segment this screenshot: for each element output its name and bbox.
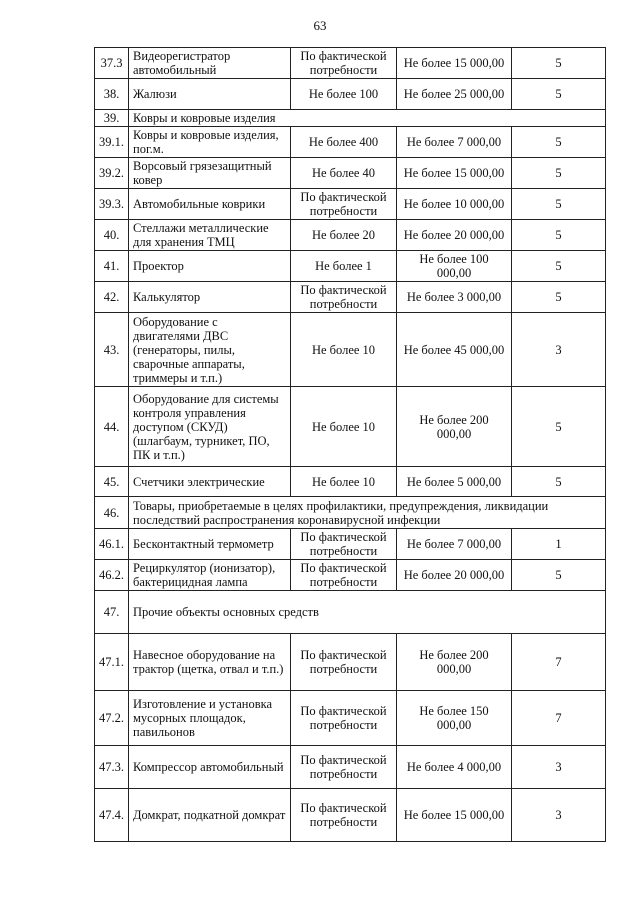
item-price: Не более 45 000,00 xyxy=(397,313,512,387)
item-price: Не более 4 000,00 xyxy=(397,746,512,789)
item-quantity: Не более 10 xyxy=(291,467,397,497)
item-quantity: По фактической потребности xyxy=(291,789,397,842)
item-price: Не более 25 000,00 xyxy=(397,79,512,110)
table-body xyxy=(95,48,606,842)
item-price: Не более 100 000,00 xyxy=(397,251,512,282)
specification-table xyxy=(94,47,606,842)
table-row xyxy=(95,79,606,110)
item-service-life: 1 xyxy=(512,529,606,560)
item-service-life: 5 xyxy=(512,467,606,497)
item-quantity: Не более 40 xyxy=(291,158,397,189)
section-title: Ковры и ковровые изделия xyxy=(129,110,606,127)
item-name: Компрессор автомобильный xyxy=(129,746,291,789)
item-name: Рециркулятор (ионизатор), бактерицидная лампа xyxy=(129,560,291,591)
item-price: Не более 150 000,00 xyxy=(397,691,512,746)
item-price: Не более 20 000,00 xyxy=(397,220,512,251)
item-service-life: 5 xyxy=(512,158,606,189)
table-row xyxy=(95,529,606,560)
table-row xyxy=(95,127,606,158)
table-row xyxy=(95,691,606,746)
section-row xyxy=(95,497,606,529)
row-number: 47.2. xyxy=(95,691,129,746)
table-row xyxy=(95,634,606,691)
row-number: 39.3. xyxy=(95,189,129,220)
row-number: 42. xyxy=(95,282,129,313)
item-price: Не более 200 000,00 xyxy=(397,387,512,467)
item-name: Жалюзи xyxy=(129,79,291,110)
item-price: Не более 7 000,00 xyxy=(397,529,512,560)
row-number: 46.1. xyxy=(95,529,129,560)
item-quantity: Не более 20 xyxy=(291,220,397,251)
item-quantity: По фактической потребности xyxy=(291,746,397,789)
table-row xyxy=(95,189,606,220)
item-name: Автомобильные коврики xyxy=(129,189,291,220)
table-row xyxy=(95,560,606,591)
item-name: Навесное оборудование на трактор (щетка, отвал и т.п.) xyxy=(129,634,291,691)
table-row xyxy=(95,746,606,789)
item-quantity: Не более 1 xyxy=(291,251,397,282)
item-name: Оборудование с двигателями ДВС (генераторы, пилы, сварочные аппараты, триммеры и т.п.) xyxy=(129,313,291,387)
section-title: Прочие объекты основных средств xyxy=(129,591,606,634)
item-name: Проектор xyxy=(129,251,291,282)
table-row xyxy=(95,251,606,282)
item-service-life: 5 xyxy=(512,282,606,313)
row-number: 39. xyxy=(95,110,129,127)
item-quantity: Не более 400 xyxy=(291,127,397,158)
row-number: 39.2. xyxy=(95,158,129,189)
item-quantity: Не более 100 xyxy=(291,79,397,110)
item-service-life: 5 xyxy=(512,189,606,220)
item-quantity: По фактической потребности xyxy=(291,634,397,691)
item-service-life: 7 xyxy=(512,634,606,691)
item-service-life: 5 xyxy=(512,560,606,591)
row-number: 46. xyxy=(95,497,129,529)
table-row xyxy=(95,387,606,467)
item-name: Изготовление и установка мусорных площадок, павильонов xyxy=(129,691,291,746)
item-service-life: 3 xyxy=(512,746,606,789)
row-number: 44. xyxy=(95,387,129,467)
table-row xyxy=(95,313,606,387)
item-price: Не более 7 000,00 xyxy=(397,127,512,158)
item-price: Не более 15 000,00 xyxy=(397,158,512,189)
item-service-life: 3 xyxy=(512,313,606,387)
item-quantity: Не более 10 xyxy=(291,313,397,387)
item-service-life: 5 xyxy=(512,79,606,110)
item-name: Бесконтактный термометр xyxy=(129,529,291,560)
item-service-life: 5 xyxy=(512,251,606,282)
row-number: 46.2. xyxy=(95,560,129,591)
row-number: 45. xyxy=(95,467,129,497)
item-quantity: По фактической потребности xyxy=(291,48,397,79)
table-row xyxy=(95,467,606,497)
item-quantity: Не более 10 xyxy=(291,387,397,467)
item-name: Стеллажи металлические для хранения ТМЦ xyxy=(129,220,291,251)
item-price: Не более 20 000,00 xyxy=(397,560,512,591)
item-name: Оборудование для системы контроля управления доступом (СКУД) (шлагбаум, турникет, ПО, ПК и т.п.) xyxy=(129,387,291,467)
table-row xyxy=(95,220,606,251)
table-row xyxy=(95,789,606,842)
item-service-life: 5 xyxy=(512,48,606,79)
item-service-life: 3 xyxy=(512,789,606,842)
item-service-life: 7 xyxy=(512,691,606,746)
item-name: Ворсовый грязезащитный ковер xyxy=(129,158,291,189)
section-title: Товары, приобретаемые в целях профилактики, предупреждения, ликвидации последствий распространения коронавирусной инфекции xyxy=(129,497,606,529)
row-number: 47.1. xyxy=(95,634,129,691)
row-number: 47.3. xyxy=(95,746,129,789)
row-number: 41. xyxy=(95,251,129,282)
row-number: 38. xyxy=(95,79,129,110)
item-quantity: По фактической потребности xyxy=(291,560,397,591)
item-name: Счетчики электрические xyxy=(129,467,291,497)
table-row xyxy=(95,282,606,313)
item-name: Видеорегистратор автомобильный xyxy=(129,48,291,79)
item-price: Не более 200 000,00 xyxy=(397,634,512,691)
page-number: 63 xyxy=(313,18,327,33)
item-service-life: 5 xyxy=(512,220,606,251)
item-name: Домкрат, подкатной домкрат xyxy=(129,789,291,842)
item-name: Калькулятор xyxy=(129,282,291,313)
item-price: Не более 15 000,00 xyxy=(397,789,512,842)
table-row xyxy=(95,48,606,79)
item-price: Не более 5 000,00 xyxy=(397,467,512,497)
item-quantity: По фактической потребности xyxy=(291,691,397,746)
item-quantity: По фактической потребности xyxy=(291,529,397,560)
item-service-life: 5 xyxy=(512,387,606,467)
item-price: Не более 15 000,00 xyxy=(397,48,512,79)
table-row xyxy=(95,158,606,189)
section-row xyxy=(95,591,606,634)
row-number: 47. xyxy=(95,591,129,634)
item-quantity: По фактической потребности xyxy=(291,189,397,220)
row-number: 40. xyxy=(95,220,129,251)
row-number: 37.3 xyxy=(95,48,129,79)
section-row xyxy=(95,110,606,127)
item-quantity: По фактической потребности xyxy=(291,282,397,313)
item-price: Не более 3 000,00 xyxy=(397,282,512,313)
row-number: 47.4. xyxy=(95,789,129,842)
row-number: 39.1. xyxy=(95,127,129,158)
row-number: 43. xyxy=(95,313,129,387)
item-price: Не более 10 000,00 xyxy=(397,189,512,220)
item-service-life: 5 xyxy=(512,127,606,158)
item-name: Ковры и ковровые изделия, пог.м. xyxy=(129,127,291,158)
